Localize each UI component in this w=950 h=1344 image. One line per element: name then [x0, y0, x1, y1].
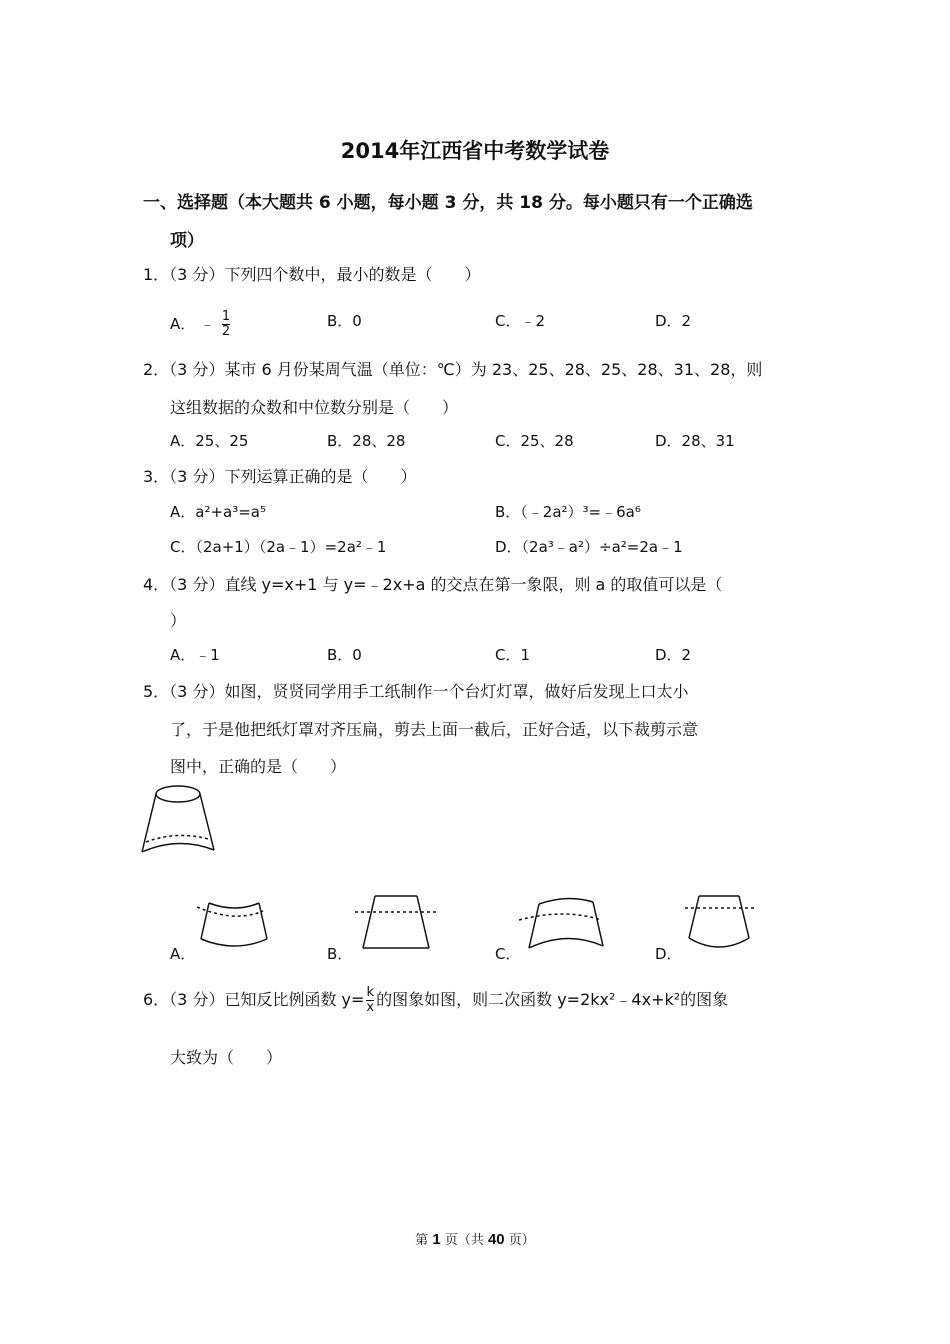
- q6-fraction: [366, 986, 374, 1015]
- question-2-stem: 2．（3 分）某市 6 月份某周气温（单位：℃）为 23、25、28、25、28、31、28，则: [143, 360, 763, 379]
- question-2-option-a: A．25、25: [170, 432, 249, 450]
- question-6-stem-post: 的图象如图，则二次函数 y=2kx²﹣4x+k²的图象: [376, 990, 729, 1009]
- q5-option-a-figure: [195, 895, 275, 955]
- question-1-option-c: C．﹣2: [495, 312, 546, 330]
- q5-option-c-figure: [515, 890, 610, 955]
- footer-mid: 页（共: [444, 1233, 484, 1248]
- question-4-stem-cont: ）: [170, 611, 187, 630]
- question-1-stem: 1．（3 分）下列四个数中，最小的数是（ ）: [143, 265, 481, 284]
- question-3-option-d: D．（2a³﹣a²）÷a²=2a﹣1: [495, 538, 683, 556]
- question-2-stem-cont: 这组数据的众数和中位数分别是（ ）: [170, 398, 459, 417]
- question-2-option-d: D．28、31: [655, 432, 735, 450]
- question-4-option-c: C．1: [495, 646, 531, 664]
- option-a-sign: ﹣: [200, 315, 216, 333]
- section-heading-cont: 项）: [170, 231, 204, 251]
- q5-option-b-figure: [353, 890, 443, 955]
- question-5-option-c: C．: [495, 945, 521, 963]
- question-6-stem-cont: 大致为（ ）: [170, 1048, 283, 1067]
- question-1-option-d: D．2: [655, 312, 692, 330]
- question-6-stem: [143, 986, 728, 1015]
- footer-total-pages: 40: [487, 1231, 505, 1248]
- page-title: 2014年江西省中考数学试卷: [340, 139, 610, 163]
- footer-post: 页）: [508, 1233, 535, 1248]
- question-4-option-a: A．﹣1: [170, 646, 220, 664]
- q5-option-d-figure: [683, 890, 758, 955]
- question-6-stem-pre: 6．（3 分）已知反比例函数 y=: [143, 990, 365, 1009]
- question-3-option-c: C．（2a+1）（2a﹣1）=2a²﹣1: [170, 538, 387, 556]
- question-2-option-b: B．28、28: [327, 432, 406, 450]
- option-a-label: A．: [170, 315, 196, 333]
- question-3-option-b: B．（﹣2a²）³=﹣6a⁶: [495, 503, 641, 521]
- fraction-denominator: x: [366, 1000, 375, 1015]
- option-a-fraction: [222, 310, 230, 339]
- question-1-option-b: B．0: [327, 312, 362, 330]
- footer-pre: 第: [415, 1233, 429, 1248]
- question-5-option-b: B．: [327, 945, 353, 963]
- question-2-option-c: C．25、28: [495, 432, 574, 450]
- question-5-stem: 5．（3 分）如图，贤贤同学用手工纸制作一个台灯灯罩，做好后发现上口太小: [143, 682, 689, 701]
- question-5-option-a: A．: [170, 945, 196, 963]
- question-5-stem-cont2: 图中，正确的是（ ）: [170, 757, 347, 776]
- question-4-option-d: D．2: [655, 646, 692, 664]
- footer-page-number: 1: [432, 1231, 441, 1248]
- question-3-option-a: A．a²+a³=a⁵: [170, 503, 267, 521]
- fraction-denominator: 2: [221, 324, 231, 339]
- question-1-option-a: [170, 310, 232, 339]
- question-4-option-b: B．0: [327, 646, 362, 664]
- lampshade-figure: [138, 780, 218, 870]
- question-4-stem: 4．（3 分）直线 y=x+1 与 y=﹣2x+a 的交点在第一象限，则 a 的取值可以是（: [143, 575, 723, 594]
- question-3-stem: 3．（3 分）下列运算正确的是（ ）: [143, 467, 417, 486]
- fraction-numerator: 1: [221, 309, 231, 324]
- section-heading: 一、选择题（本大题共 6 小题，每小题 3 分，共 18 分。每小题只有一个正确选: [143, 193, 753, 213]
- fraction-numerator: k: [366, 985, 375, 1000]
- page-footer: [0, 1229, 950, 1248]
- question-5-stem-cont: 了，于是他把纸灯罩对齐压扁，剪去上面一截后，正好合适，以下裁剪示意: [170, 720, 699, 739]
- question-5-option-d: D．: [655, 945, 682, 963]
